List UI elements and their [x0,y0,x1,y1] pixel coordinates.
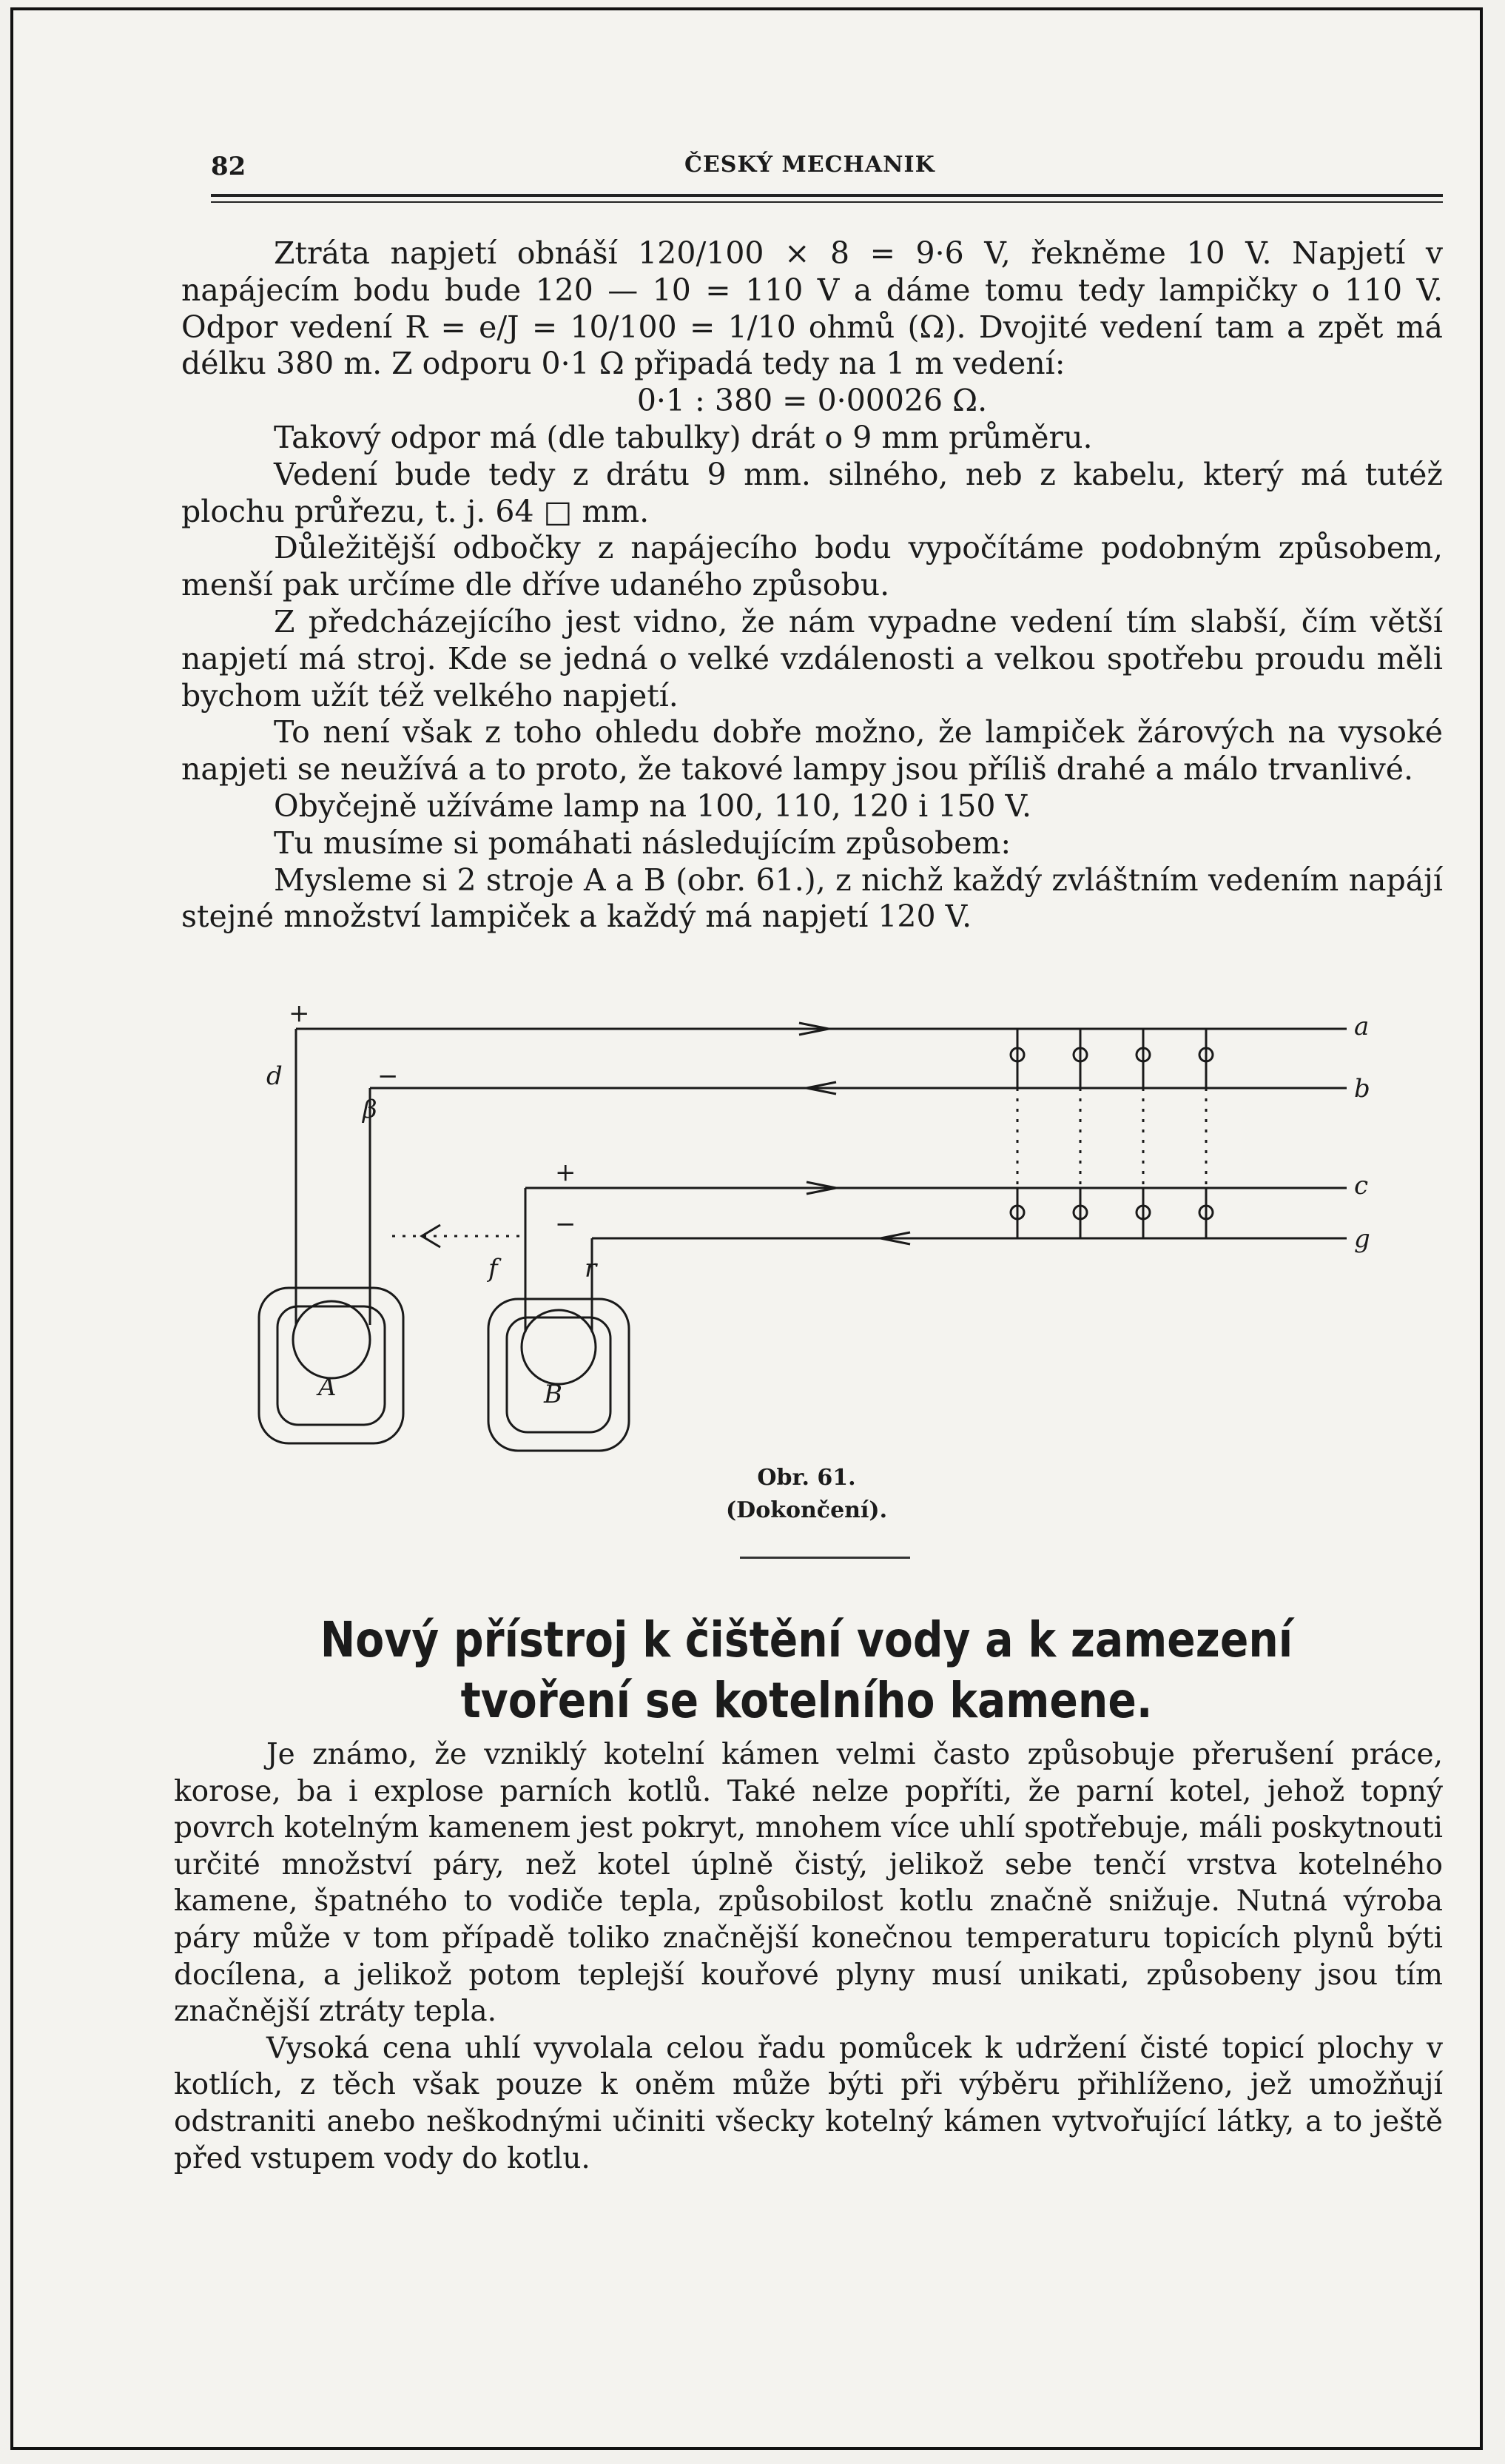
paragraph: To není však z toho ohledu dobře možno, že lampiček žárových na vysoké napjeti se neužívá a to proto, že takové lampy jsou příliš drahé a málo trvanlivé. [181,714,1443,788]
caption-line: Obr. 61. [757,1465,856,1491]
paragraph: Takový odpor má (dle tabulky) drát o 9 mm průměru. [274,419,1093,455]
line-label-a: a [1354,1012,1370,1041]
body-text [181,235,1443,936]
polarity-label: − [377,1061,399,1091]
lamp-column [1199,1029,1213,1238]
paragraph: Ztráta napjetí obnáší 120/100 × 8 = 9·6 V, řekněme 10 V. Napjetí v napájecím bodu bude 120 — 10 = 110 V a dáme tomu tedy lampičky o 110 V. Odpor vedení R = e/J = 10/100 = 1/10 ohmů (Ω). Dvojité vedení tam a zpět má délku 380 m. Z odporu 0·1 Ω připadá tedy na 1 m vedení: [181,235,1443,382]
caption-line: (Dokončení). [725,1497,888,1523]
polarity-label: + [555,1158,576,1187]
section-divider [740,1557,910,1559]
header-rule-thick [211,194,1443,197]
running-head: ČESKÝ MECHANIK [684,152,935,178]
machine-label-a: A [318,1372,337,1402]
lamp-column [1137,1029,1150,1238]
page-number: 82 [211,152,246,181]
formula: 0·1 : 380 = 0·00026 Ω. [636,383,988,419]
header-rule-thin [211,201,1443,203]
paragraph: Vedení bude tedy z drátu 9 mm. silného, neb z kabelu, který má tutéž plochu průřezu, t. j. 64 □ mm. [181,456,1443,529]
line-label-g: g [1354,1224,1370,1254]
lamp-column [1011,1029,1024,1238]
article-title: Nový přístroj k čištění vody a k zamezení tvoření se kotelního kamene. [320,1611,1293,1729]
paragraph: Vysoká cena uhlí vyvolala celou řadu pomůcek k udržení čisté topicí plochy v kotlích, z těch však pouze k oněm může býti při výběru přihlíženo, jež umožňují odstraniti anebo neškodnými učiniti všecky kotelný kámen vytvořující látky, a to ještě před vstupem vody do kotlu. [174,2031,1443,2175]
machine-b [488,1299,629,1451]
paragraph: Je známo, že vzniklý kotelní kámen velmi často způsobuje přerušení práce, korose, ba i explose parních kotlů. Také nelze popříti, že parní kotel, jehož topný povrch kotelným kamenem jest pokryt, mnohem více uhlí spotřebuje, máli poskytnouti určité množství páry, než kotel úplně čistý, jelikož sebe tenčí vrstva kotelného kamene, špatného to vodiče tepla, způsobilost kotlu značně snižuje. Nutná výroba páry může v tom případě toliko značnější konečnou temperaturu topicích plynů býti docílena, a jelikož potom teplejší kouřové plyny musí unikati, způsobeny jsou tím značnější ztráty tepla. [174,1738,1443,2029]
polarity-label: − [555,1209,576,1239]
lamp-column [1074,1029,1087,1238]
circuit-diagram [244,998,1384,1458]
paragraph: Mysleme si 2 stroje A a B (obr. 61.), z nichž každý zvláštním vedením napájí stejné množství lampiček a každý má napjetí 120 V. [181,862,1443,935]
figure-caption [696,1462,918,1527]
label-small: r [585,1254,597,1283]
article-text [174,1736,1443,2177]
machine-a [259,1288,403,1443]
paragraph: Tu musíme si pomáhati následujícím způsobem: [274,825,1011,861]
paragraph: Z předcházejícího jest vidno, že nám vypadne vedení tím slabší, čím větší napjetí má stroj. Kde se jedná o velké vzdálenosti a velkou spotřebu proudu měli bychom užít též velkého napjetí. [181,603,1443,714]
paragraph: Důležitější odbočky z napájecího bodu vypočítáme podobným způsobem, menší pak určíme dle dříve udaného způsobu. [181,530,1443,603]
paragraph: Obyčejně užíváme lamp na 100, 110, 120 i 150 V. [274,788,1031,824]
label-small: f [488,1254,498,1283]
label-small: β [363,1095,377,1124]
machine-label-b: B [544,1380,562,1409]
line-label-c: c [1354,1171,1369,1201]
polarity-label: + [289,998,310,1028]
page-header [211,152,1443,196]
line-label-b: b [1354,1074,1370,1104]
label-small: d [266,1061,283,1091]
